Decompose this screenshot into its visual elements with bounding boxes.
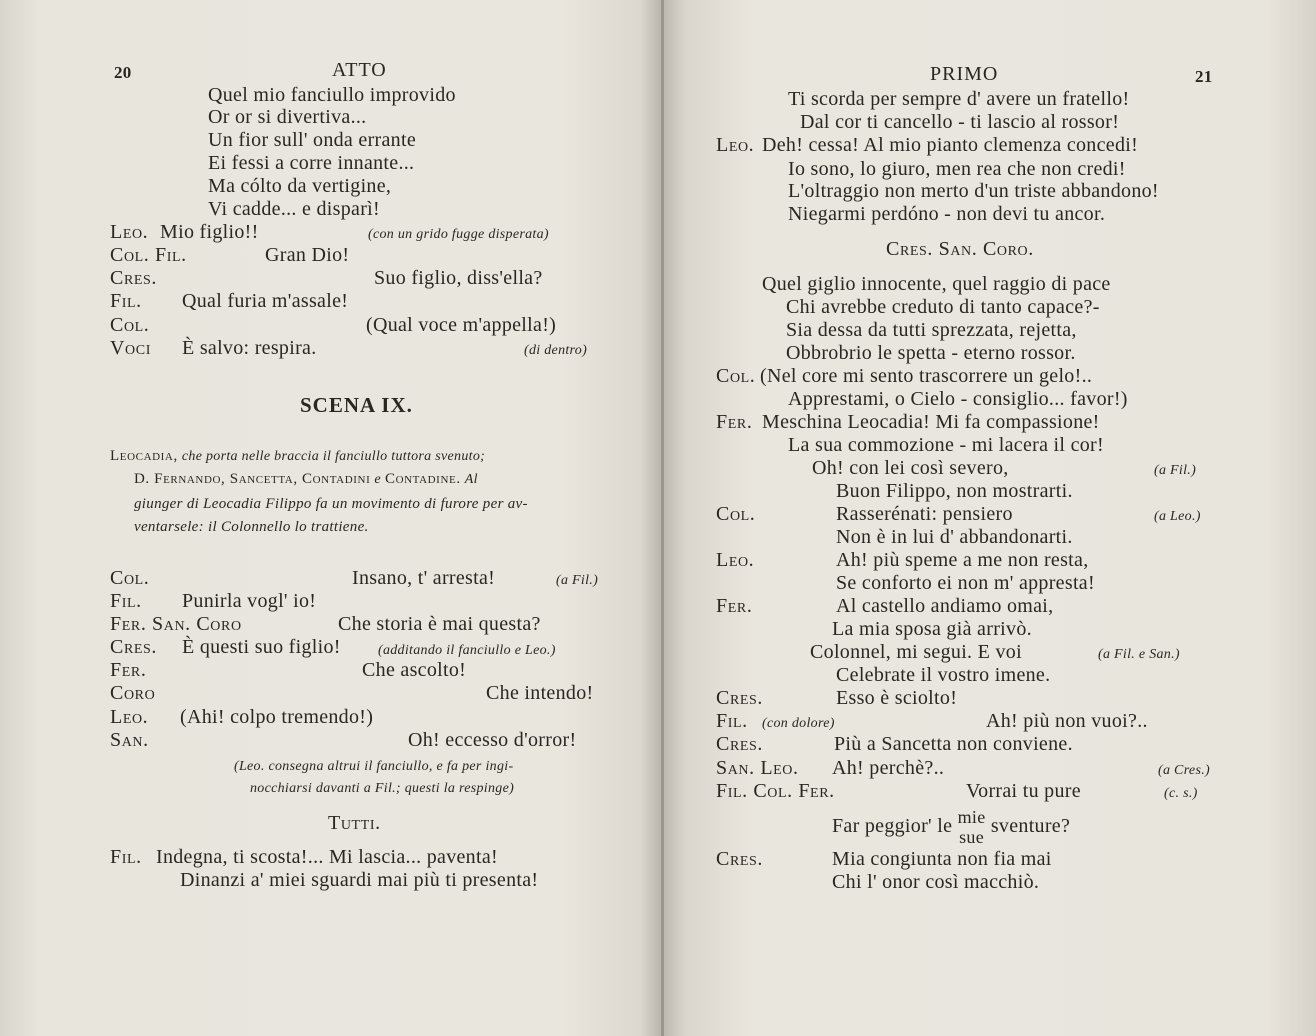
dialogue-line: Che storia è mai questa?	[338, 613, 541, 635]
dialogue-line	[832, 806, 1070, 847]
character-name: Leocadia,	[110, 448, 178, 464]
dialogue-line: Oh! eccesso d'orror!	[408, 729, 577, 751]
dialogue-line: Esso è sciolto!	[836, 687, 958, 709]
dialogue-line: Più a Sancetta non conviene.	[834, 733, 1073, 755]
speaker-name: Cres.	[110, 267, 158, 289]
dialogue-line: La mia sposa già arrivò.	[832, 618, 1032, 640]
stage-direction: (c. s.)	[1164, 786, 1198, 801]
running-head: ATTO	[332, 59, 387, 81]
speaker-name: Leo.	[716, 549, 755, 571]
dialogue-line: Insano, t' arresta!	[352, 567, 496, 589]
dialogue-line: Mio figlio!!	[160, 221, 259, 243]
dialogue-line: Suo figlio, diss'ella?	[374, 267, 543, 289]
dialogue-line: Che intendo!	[486, 682, 594, 704]
far-line-start: Far peggior' le	[832, 815, 953, 837]
dialogue-line: Mia congiunta non fia mai	[832, 848, 1052, 870]
dialogue-line: Chi l' onor così macchiò.	[832, 871, 1040, 893]
verse-line: Sia dessa da tutti sprezzata, rejetta,	[786, 319, 1077, 341]
speaker-name: San.	[110, 729, 149, 751]
verse-line: Quel mio fanciullo improvido	[208, 84, 456, 106]
speaker-name: Fil. Col. Fer.	[716, 780, 835, 802]
speaker-name: Fil.	[716, 710, 748, 732]
dialogue-line: Meschina Leocadia! Mi fa compassione!	[762, 411, 1100, 433]
stage-direction: (a Leo.)	[1154, 509, 1201, 524]
speaker-name: Col.	[110, 314, 150, 336]
dialogue-line: Celebrate il vostro imene.	[836, 664, 1051, 686]
chorus-label: Cres. San. Coro.	[886, 238, 1034, 260]
verse-line: Vi cadde... e disparì!	[208, 198, 381, 220]
dialogue-line: Qual furia m'assale!	[182, 290, 349, 312]
verse-line: Or or si divertiva...	[208, 106, 367, 128]
scene-description-text: e	[374, 472, 381, 487]
stage-direction: (a Cres.)	[1158, 763, 1210, 778]
page-number: 20	[114, 63, 132, 82]
speaker-name: Fil.	[110, 290, 142, 312]
speaker-name: Fer. San. Coro	[110, 613, 242, 635]
speaker-name: San. Leo.	[716, 757, 799, 779]
character-names: D. Fernando, Sancetta, Contadini	[134, 471, 371, 487]
stage-direction: (Leo. consegna altrui il fanciullo, e fa per ingi-	[234, 759, 514, 774]
stage-direction: (a Fil. e San.)	[1098, 647, 1180, 662]
dialogue-line: La sua commozione - mi lacera il cor!	[788, 434, 1104, 456]
dialogue-line: Non è in lui d' abbandonarti.	[836, 526, 1073, 548]
tutti-label: Tutti.	[328, 812, 381, 834]
dialogue-line: Niegarmi perdóno - non devi tu ancor.	[788, 203, 1106, 225]
dialogue-line: Buon Filippo, non mostrarti.	[836, 480, 1073, 502]
dialogue-line: Oh! con lei così severo,	[812, 457, 1009, 479]
scene-title: SCENA IX.	[300, 393, 413, 417]
verse-line: Dal cor ti cancello - ti lascio al rossor!	[800, 111, 1120, 133]
dialogue-line: Colonnel, mi segui. E voi	[810, 641, 1022, 663]
speaker-name: Cres.	[716, 733, 764, 755]
running-head: PRIMO	[930, 63, 999, 85]
dialogue-line: (Nel core mi sento trascorrere un gelo!..	[760, 365, 1093, 387]
far-line-end: sventure?	[990, 815, 1071, 837]
dialogue-line: Apprestami, o Cielo - consiglio... favor!)	[788, 388, 1128, 410]
speaker-name: Fer.	[110, 659, 147, 681]
right-page	[664, 0, 1316, 1036]
speaker-name: Col.	[110, 567, 150, 589]
verse-line: Ti scorda per sempre d' avere un fratello!	[788, 88, 1130, 110]
scene-description-text: che porta nelle braccia il fanciullo tuttora svenuto;	[181, 449, 486, 464]
dialogue-line: Ah! più non vuoi?..	[986, 710, 1148, 732]
alternate-word-bottom: sue	[959, 827, 985, 848]
alternate-words	[958, 807, 986, 847]
speaker-name: Cres.	[716, 687, 764, 709]
speaker-name: Coro	[110, 682, 156, 704]
stage-direction: (a Fil.)	[556, 573, 599, 588]
stage-direction: (di dentro)	[524, 343, 588, 358]
dialogue-line: Al castello andiamo omai,	[836, 595, 1054, 617]
dialogue-line: Che ascolto!	[362, 659, 467, 681]
verse-line: Un fior sull' onda errante	[208, 129, 417, 151]
stage-direction: (con dolore)	[762, 716, 835, 731]
speaker-name: Cres.	[716, 848, 764, 870]
stage-direction: (con un grido fugge disperata)	[368, 227, 549, 242]
speaker-name: Fer.	[716, 411, 753, 433]
scene-description-line	[110, 446, 485, 467]
verse-line: Obbrobrio le spetta - eterno rossor.	[786, 342, 1076, 364]
speaker-name: Fer.	[716, 595, 753, 617]
dialogue-line: Ah! più speme a me non resta,	[836, 549, 1089, 571]
scene-description-line: giunger di Leocadia Filippo fa un movimento di furore per av-	[134, 496, 528, 512]
dialogue-line: Ah! perchè?..	[832, 757, 945, 779]
dialogue-line: Gran Dio!	[265, 244, 350, 266]
scene-description-text: Al	[464, 472, 478, 487]
dialogue-line: Se conforto ei non m' appresta!	[836, 572, 1095, 594]
speaker-name: Col. Fil.	[110, 244, 187, 266]
dialogue-line: Deh! cessa! Al mio pianto clemenza concedi!	[762, 134, 1139, 156]
speaker-name: Leo.	[110, 221, 149, 243]
dialogue-line: Dinanzi a' miei sguardi mai più ti presenta!	[180, 869, 539, 891]
verse-line: Ma cólto da vertigine,	[208, 175, 392, 197]
dialogue-line: Punirla vogl' io!	[182, 590, 317, 612]
dialogue-line: È salvo: respira.	[182, 337, 317, 359]
stage-direction: (a Fil.)	[1154, 463, 1197, 478]
verse-line: Chi avrebbe creduto di tanto capace?-	[786, 296, 1100, 318]
speaker-name: Leo.	[716, 134, 755, 156]
alternate-word-top: mie	[957, 807, 986, 828]
stage-direction: (additando il fanciullo e Leo.)	[378, 643, 556, 658]
page-number: 21	[1195, 67, 1213, 86]
speaker-name: Leo.	[110, 706, 149, 728]
dialogue-line: Vorrai tu pure	[966, 780, 1081, 802]
speaker-name: Cres.	[110, 636, 158, 658]
character-names: Contadine.	[384, 471, 461, 487]
dialogue-line: È questi suo figlio!	[182, 636, 341, 658]
scene-description-line: ventarsele: il Colonnello lo trattiene.	[134, 519, 369, 535]
stage-direction: nocchiarsi davanti a Fil.; questi la respinge)	[250, 781, 515, 796]
dialogue-line: Indegna, ti scosta!... Mi lascia... paventa!	[156, 846, 498, 868]
speaker-name: Fil.	[110, 846, 142, 868]
speaker-name: Fil.	[110, 590, 142, 612]
dialogue-line: Rasserénati: pensiero	[836, 503, 1013, 525]
speaker-name: Voci	[110, 337, 151, 359]
dialogue-line: L'oltraggio non merto d'un triste abbandono!	[788, 180, 1159, 202]
scene-description-line	[134, 469, 478, 490]
speaker-name: Col.	[716, 503, 756, 525]
dialogue-line: Io sono, lo giuro, men rea che non credi!	[788, 158, 1126, 180]
dialogue-line: (Ahi! colpo tremendo!)	[180, 706, 374, 728]
speaker-name: Col.	[716, 365, 756, 387]
verse-line: Quel giglio innocente, quel raggio di pace	[762, 273, 1111, 295]
dialogue-line: (Qual voce m'appella!)	[366, 314, 557, 336]
verse-line: Ei fessi a corre innante...	[208, 152, 415, 174]
